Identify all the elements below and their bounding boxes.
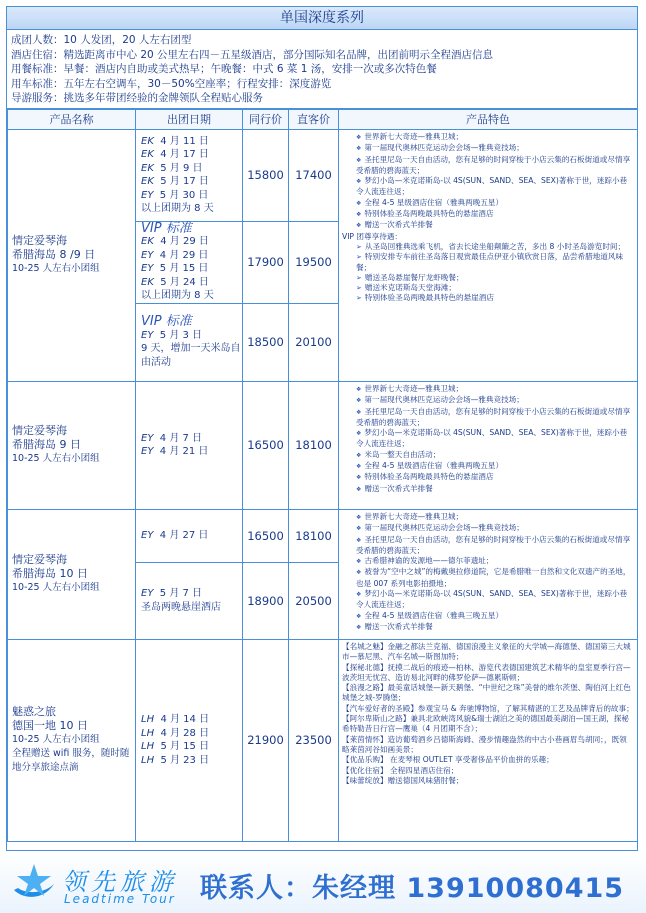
- departure-dates: [136, 509, 243, 562]
- feature-item: ❖ 特别体验圣岛两晚最具特色的悬崖酒店: [342, 472, 634, 483]
- feature-item: 【浪漫之路】最美童话城堡—新天鹅堡、“中世纪之珠”美誉的维尔茨堡、陶伯河上红色城堡之城-罗腾堡；: [342, 683, 631, 703]
- feature-item: ❖ 古希腊神谕的发源地——德尔菲遗址；: [342, 556, 634, 567]
- product-name-line: 希腊海岛 10 日: [12, 567, 88, 581]
- feature-item: ❖ 梦幻小岛—米克诺斯岛-以 4S(SUN、SAND、SEA、SEX)著称于世，迷踪小巷令人流连往返；: [342, 428, 634, 450]
- airline-code: EY: [141, 329, 154, 341]
- table-row: [8, 509, 638, 562]
- info-line: 成团人数：10 人发团，20 人左右团型: [11, 34, 192, 46]
- feature-item: ❖ 全程 4-5 星级酒店住宿（雅典三晚五星）: [342, 611, 634, 622]
- feature-item: ❖ 世界新七大奇迹—雅典卫城；: [342, 384, 634, 395]
- departure-dates: [136, 129, 243, 221]
- airline-code: EK: [141, 236, 154, 248]
- price-direct: 23500: [289, 639, 339, 841]
- contact-info: 联系人：朱经理 13910080415: [200, 873, 625, 904]
- date-entry: [141, 529, 242, 543]
- feature-item: ❖ 米岛一整天自由活动；: [342, 450, 634, 461]
- price-agent: 15800: [243, 129, 289, 221]
- feature-item: ❖ 第一届现代奥林匹克运动会会场—雅典竞技场；: [342, 143, 634, 154]
- date-value: 5 月 9 日: [160, 162, 203, 174]
- feature-item: 【探秘北德】抚摸二战后的痕迹—柏林、游览代表德国建筑艺术精华的皇室夏季行宫—波茨坦无忧宫、造访易北河畔的佛罗伦萨—德累斯顿；: [342, 662, 631, 682]
- airline-code: LH: [141, 714, 155, 726]
- price-agent: 16500: [243, 381, 289, 509]
- date-entry: [141, 135, 242, 149]
- table-row: [8, 129, 638, 221]
- airline-code: EK: [141, 276, 154, 288]
- date-entry: [141, 175, 242, 189]
- departure-dates: [136, 381, 243, 509]
- feature-item: ❖ 赠送一次希式羊排餐: [342, 622, 634, 633]
- date-entry: [141, 262, 242, 276]
- product-name: [8, 381, 136, 509]
- header-price-agent: 同行价: [243, 109, 289, 129]
- date-value: 5 月 7 日: [159, 588, 203, 600]
- info-line: 用餐标准：早餐：酒店内自助或美式热早；午晚餐：中式 6 菜 1 汤，安排一次或多次特色餐: [11, 63, 437, 76]
- main-frame: [6, 6, 638, 851]
- date-value: 4 月 21 日: [159, 446, 209, 458]
- product-name-line: 情定爱琴海: [12, 553, 67, 567]
- feature-item: ❖ 圣托里尼岛一天自由活动，您有足够的时间穿梭于小店云集的石板街道或尽情享受希腊的碧海蓝天；: [342, 407, 634, 429]
- product-name-line: 10-25 人左右小团组: [12, 582, 100, 594]
- date-entry: [141, 148, 242, 162]
- date-entry: [141, 432, 242, 446]
- airline-code: EY: [141, 432, 154, 444]
- feature-item: ➢ 特别体验圣岛两晚最具特色的悬崖酒店: [342, 293, 634, 303]
- product-name-line: 德国一地 10 日: [12, 719, 88, 733]
- date-note: 以上团期为 8 天: [141, 290, 214, 302]
- airline-code: LH: [141, 741, 155, 753]
- departure-dates: [136, 562, 243, 639]
- feature-item: 【汽车爱好者的圣殿】参观宝马 & 奔驰博物馆，了解其精湛的工艺及品牌背后的故事；: [342, 703, 634, 713]
- info-line: 酒店住宿：精选距离市中心 20 公里左右四－五星级酒店，部分国际知名品牌，出团前明示全程酒店信息: [11, 48, 494, 61]
- date-value: 5 月 3 日: [159, 329, 203, 341]
- feature-item: ❖ 梦幻小岛—米克诺斯岛-以 4S(SUN、SAND、SEA、SEX)著称于世，迷踪小巷令人流连往返；: [342, 589, 634, 611]
- date-value: 4 月 14 日: [160, 714, 210, 726]
- date-value: 4 月 11 日: [160, 135, 209, 147]
- vip-badge: VIP 标准: [141, 314, 192, 330]
- airline-code: EY: [141, 446, 154, 458]
- feature-item: ➢ 从圣岛回雅典选乘飞机，省去长途坐船颠簸之苦，多出 8 小时圣岛游览时间；: [342, 242, 634, 252]
- airline-code: EY: [141, 530, 154, 542]
- date-entry: [141, 235, 242, 249]
- price-direct: 20100: [289, 303, 339, 381]
- date-value: 4 月 29 日: [159, 249, 209, 261]
- header-price-direct: 直客价: [289, 109, 339, 129]
- airline-code: EY: [141, 263, 154, 275]
- price-direct: 18100: [289, 509, 339, 562]
- date-entry: [141, 727, 242, 741]
- table-row: [8, 381, 638, 509]
- date-value: 5 月 23 日: [160, 754, 210, 766]
- feature-item: 【阿尔卑斯山之路】兼具北欧峡湾风貌&瑞士湖泊之美的德国最美湖泊—国王湖，探秘希特勒昔日行宫—鹰巢（4 月团期不含）；: [342, 714, 629, 734]
- product-name-line: 希腊海岛 9 日: [12, 438, 81, 452]
- feature-item: ❖ 世界新七大奇迹—雅典卫城；: [342, 512, 634, 523]
- product-name-line: 全程赠送 wifi 服务，随时随地分享旅途点滴: [12, 748, 130, 774]
- airline-code: LH: [141, 727, 155, 739]
- product-name-line: 10-25 人左右小团组: [12, 734, 100, 746]
- airline-code: LH: [141, 754, 155, 766]
- date-entry: [141, 329, 242, 343]
- product-name-line: 10-25 人左右小团组: [12, 263, 100, 275]
- footer: [0, 852, 646, 913]
- date-value: 5 月 17 日: [160, 176, 209, 188]
- departure-dates: [136, 639, 243, 841]
- feature-item: 【莱茵情怀】造访葡萄酒乡吕德斯海姆、漫步情趣盎然的中古小巷画眉鸟胡同；，既领略莱茵河谷如画美景；: [342, 734, 627, 754]
- airline-code: EK: [141, 176, 154, 188]
- product-name: [8, 639, 136, 841]
- date-note: 9 天，增加一天米岛自由活动: [141, 343, 241, 368]
- table-row: [8, 639, 638, 841]
- vip-badge: VIP 标准: [141, 220, 192, 236]
- date-entry: [141, 587, 242, 601]
- date-value: 5 月 15 日: [160, 741, 210, 753]
- airline-code: EK: [141, 162, 154, 174]
- product-features: [339, 129, 638, 381]
- feature-item: 【味蕾绽放】赠送德国风味猪肘餐；: [342, 775, 464, 785]
- feature-item: 【优品乐购】 在麦琴根 OUTLET 享受奢侈品平价血拼的乐趣；: [342, 755, 554, 765]
- feature-item: 【优化住宿】 全程四星酒店住宿；: [342, 765, 459, 775]
- product-name-line: 10-25 人左右小团组: [12, 453, 100, 465]
- info-section: [7, 30, 637, 109]
- feature-item: ❖ 全程 4-5 星级酒店住宿（雅典两晚五星）: [342, 461, 634, 472]
- feature-item: ❖ 被誉为“空中之城”的梅戴奥拉修道院，它是希腊唯一自然和文化双遗产的圣地，也是 007 系列电影拍摄地；: [342, 567, 634, 589]
- product-name-line: 希腊海岛 8 /9 日: [12, 248, 96, 262]
- date-entry: [141, 162, 242, 176]
- airline-code: EK: [141, 135, 154, 147]
- header-features: 产品特色: [339, 109, 638, 129]
- star-swoosh-logo-icon: [10, 860, 56, 906]
- airline-code: EY: [141, 189, 154, 201]
- feature-item: VIP 团尊享待遇：: [342, 231, 402, 241]
- date-value: 5 月 24 日: [160, 276, 209, 288]
- feature-item: ❖ 圣托里尼岛一天自由活动，您有足够的时间穿梭于小店云集的石板街道或尽情享受希腊的碧海蓝天；: [342, 155, 634, 177]
- product-features: [339, 509, 638, 639]
- feature-item: ❖ 第一届现代奥林匹克运动会会场—雅典竞技场；: [342, 395, 634, 406]
- product-features: [339, 639, 638, 841]
- price-agent: 21900: [243, 639, 289, 841]
- date-entry: [141, 713, 242, 727]
- date-value: 4 月 27 日: [159, 530, 209, 542]
- feature-item: ❖ 赠送一次希式羊排餐: [342, 220, 634, 231]
- date-value: 4 月 28 日: [160, 727, 210, 739]
- feature-item: 【名城之魅】金融之都法兰克福、德国浪漫主义象征的大学城—海德堡、德国第三大城市—慕尼黑、汽车名城—斯图加特；: [342, 641, 631, 662]
- airline-code: EY: [141, 588, 154, 600]
- date-value: 4 月 17 日: [160, 149, 209, 161]
- info-line: 导游服务：挑选多年带团经验的金牌领队全程贴心服务: [11, 92, 263, 105]
- airline-code: EK: [141, 149, 154, 161]
- price-agent: 17900: [243, 221, 289, 303]
- brand-name: 领先旅游: [62, 868, 178, 896]
- date-entry: [141, 740, 242, 754]
- date-value: 4 月 29 日: [160, 236, 209, 248]
- date-note: 圣岛两晚悬崖酒店: [141, 601, 221, 613]
- price-direct: 19500: [289, 221, 339, 303]
- feature-item: ➢ 赠送圣岛悬崖餐厅龙虾晚餐；: [342, 273, 634, 283]
- feature-item: ➢ 赠送米克诺斯岛天堂海滩；: [342, 283, 634, 293]
- feature-item: ❖ 赠送一次希式羊排餐: [342, 484, 634, 495]
- date-value: 4 月 7 日: [159, 432, 203, 444]
- table-header-row: [8, 109, 638, 129]
- feature-item: ❖ 第一届现代奥林匹克运动会会场—雅典竞技场；: [342, 523, 634, 534]
- product-name: [8, 129, 136, 381]
- product-table: [7, 109, 638, 842]
- product-name-line: 情定爱琴海: [12, 424, 67, 438]
- page-title: 单国深度系列: [7, 7, 637, 30]
- feature-item: ❖ 全程 4-5 星级酒店住宿（雅典两晚五星）: [342, 198, 634, 209]
- info-line: 用车标准：五年左右空调车，30－50%空座率；行程安排：深度游览: [11, 77, 332, 90]
- airline-code: EY: [141, 249, 154, 261]
- date-entry: [141, 189, 242, 203]
- date-value: 5 月 30 日: [159, 189, 209, 201]
- price-agent: 18900: [243, 562, 289, 639]
- feature-item: ❖ 特别体验圣岛两晚最具特色的悬崖酒店: [342, 209, 634, 220]
- brand-name-en: Leadtime Tour: [64, 892, 176, 906]
- price-direct: 17400: [289, 129, 339, 221]
- feature-item: ➢ 特别安排专车前往圣岛落日观赏最佳点伊亚小镇欣赏日落，品尝希腊地道风味餐；: [342, 252, 634, 273]
- header-dates: 出团日期: [136, 109, 243, 129]
- date-entry: [141, 276, 242, 290]
- date-entry: [141, 754, 242, 768]
- product-features: [339, 381, 638, 509]
- product-name-line: 情定爱琴海: [12, 234, 67, 248]
- price-direct: 20500: [289, 562, 339, 639]
- date-value: 5 月 15 日: [159, 263, 209, 275]
- feature-item: ❖ 世界新七大奇迹—雅典卫城；: [342, 132, 634, 143]
- date-entry: [141, 249, 242, 263]
- departure-dates: [136, 303, 243, 381]
- feature-item: ❖ 梦幻小岛—米克诺斯岛-以 4S(SUN、SAND、SEA、SEX)著称于世，迷踪小巷令人流连往返；: [342, 176, 634, 198]
- date-entry: [141, 445, 242, 459]
- price-agent: 18500: [243, 303, 289, 381]
- date-note: 以上团期为 8 天: [141, 203, 214, 215]
- feature-item: ❖ 圣托里尼岛一天自由活动，您有足够的时间穿梭于小店云集的石板街道或尽情享受希腊的碧海蓝天；: [342, 535, 634, 557]
- header-name: 产品名称: [8, 109, 136, 129]
- departure-dates: [136, 221, 243, 303]
- price-agent: 16500: [243, 509, 289, 562]
- product-name: [8, 509, 136, 639]
- product-name-line: 魅惑之旅: [12, 705, 56, 719]
- price-direct: 18100: [289, 381, 339, 509]
